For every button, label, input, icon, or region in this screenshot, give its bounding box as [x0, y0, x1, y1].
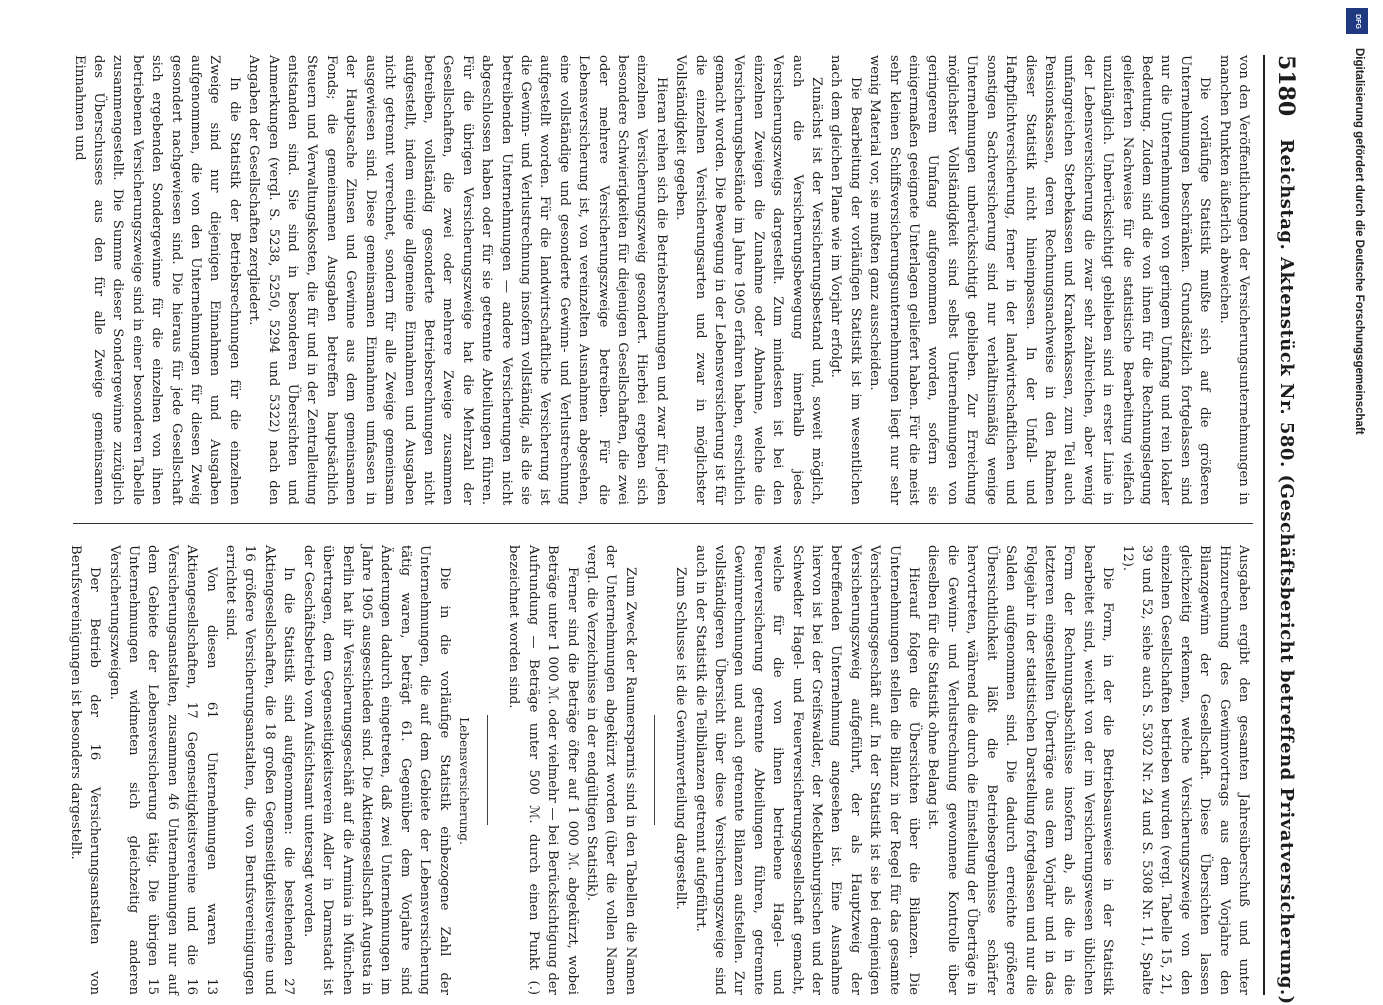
paragraph: von den Veröffentlichungen der Versicherungsunternehmungen in manchen Punkten äußerlich abweichen.	[1216, 55, 1251, 505]
dfg-logo-text: DFG	[1353, 13, 1361, 29]
paragraph: In die Statistik der Betriebsrechnungen für die einzelnen Zweige sind nur diejenigen Einnahmen und Ausgaben aufgenommen, die von den Unternehmungen für diesen Zweig gesondert nachgewiesen sind. Die hieraus für jede Gesellschaft sich ergebenden Sondergewinne für die einzelnen von ihnen betriebenen Versicherungszweige sind in einer besonderen Tabelle zusammengestellt. Die Summe dieser Sondergewinne zuzüglich des Überschusses aus den für alle Zweige gemeinsamen Einnahmen und	[71, 55, 242, 505]
paragraph: Zum Schlusse ist die Gewinnverteilung dargestellt.	[673, 567, 689, 910]
digitization-sidebar	[1336, 8, 1376, 998]
column-divider	[73, 523, 1253, 524]
paragraph: Hieran reihen sich die Betriebsrechnungen und zwar für jeden einzelnen Versicherungszweig gesondert. Hierbei ergeben sich besondere Schwierigkeiten für diejenigen Gesellschaften, die zwei oder mehrere Versicherungszweige betreiben. Für die Lebensversicherung ist, von vereinzelten Ausnahmen abgesehen, eine vollständige und gesonderte Gewinn- und Verlustrechnung aufgestellt worden. Für die landwirtschaftliche Versicherung ist die Gewinn- und Verlustrechnung insofern vollständig, als die sie betreibenden Unternehmungen — andere Versicherungen nicht abgeschlossen haben oder für sie getrennte Abteilungen führen. Für die übrigen Versicherungszweige hat die Mehrzahl der Gesellschaften, die zwei oder mehrere Zweige zusammen betreiben, vollständig gesonderte Betriebsrechnungen nicht aufgestellt, indem einige allgemeine Einnahmen und Ausgaben nicht getrennt verrechnet, sondern für alle Zweige gemeinsam ausgewiesen sind. Diese gemeinsamen Einnahmen umfassen in der Hauptsache Zinsen und Gewinne aus dem gemeinsamen Fonds; die gemeinsamen Ausgaben betreffen hauptsächlich Steuern und Verwaltungskosten, die für und in der Zentralleitung entstanden sind. Sie sind in besonderen Übersichten und Anmerkungen (vergl. S. 5238, 5250, 5294 und 5322) nach den Angaben der Gesellschaften zergliedert.	[246, 55, 669, 505]
paragraph: Die vorläufige Statistik mußte sich auf die größeren Unternehmungen beschränken. Grundsätzlich fortgelassen sind nur die Unternehmungen von geringem Umfang und rein lokaler Bedeutung. Zudem sind die von ihnen für die Rechnungslegung gelieferten Nachweise für die statistische Bearbeitung vielfach unzulänglich. Unberücksichtigt geblieben sind in erster Linie in der Lebensversicherung die zwar sehr zahlreichen, aber wenig umfangreichen Sterbekassen und Krankenkassen, zum Teil auch Pensionskassen, deren Rechnungsnachweise in den Rahmen dieser Statistik nicht hineinpassen. In der Unfall- und Haftpflichtversicherung, ferner in der landwirtschaftlichen und sonstigen Sachversicherung sind nur verhältnismäßig wenige Unternehmungen unberücksichtigt geblieben. Zur Erreichung möglichster Vollständigkeit sind selbst Unternehmungen von geringerem Umfang aufgenommen worden, sofern sie einigermaßen geeignete Unterlagen geliefert haben. Für die meist sehr kleinen Schiffsversicherungsunternehmungen liegt nur sehr wenig Material vor, sie mußten ganz ausscheiden.	[867, 55, 1213, 505]
page-number: 5180	[1273, 55, 1299, 117]
section-heading: Lebensversicherung.	[456, 717, 471, 845]
paragraph: Zunächst ist der Versicherungsbestand und, soweit möglich, auch die Versicherungsbewegung innerhalb jedes Versicherungszweigs dargestellt. Zum mindesten ist bei den einzelnen Zweigen die Zunahme oder Abnahme, welche die Versicherungsbestände im Jahre 1905 erfahren haben, ersichtlich gemacht worden. Die Bewegung in der Lebensversicherung ist für die einzelnen Versicherungsarten und zwar in möglichster Vollständigkeit gegeben.	[673, 55, 825, 505]
paragraph: Der Betrieb der 16 Versicherungsanstalten von Berufsvereinigungen ist besonders dargestellt.	[67, 545, 103, 995]
section-separator	[654, 715, 655, 825]
paragraph: Ausgaben ergibt den gesamten Jahresüberschuß und unter Hinzurechnung des Gewinnvortrags aus dem Vorjahre den Bilanzgewinn der Gesellschaft. Diese Übersichten lassen gleichzeitig erkennen, welche Versicherungszweige von den einzelnen Gesellschaften betrieben wurden (vergl. Tabelle 15, 21, 39 und 52, siehe auch S. 5302 Nr. 24 und S. 5308 Nr. 11, Spalte 12).	[1119, 545, 1251, 995]
page-header	[1265, 55, 1305, 1005]
page-header-title: Reichstag. Aktenstück Nr. 580. (Geschäftsbericht betreffend Privatversicherung.)	[1276, 139, 1297, 1005]
paragraph: In die Statistik sind aufgenommen: die bestehenden 27 Aktiengesellschaften, die 18 großen Gegenseitigkeitsvereine und 16 größere Versicherungsanstalten, die von Berufsvereinigungen errichtet sind.	[223, 545, 297, 995]
paragraph: Die Bearbeitung der vorläufigen Statistik ist im wesentlichen nach dem gleichen Plane wie im Vorjahr erfolgt.	[828, 55, 863, 505]
paragraph: Von diesen 61 Unternehmungen waren 13 Aktiengesellschaften, 17 Gegenseitigkeitsvereine und die 16 Versicherungsanstalten, zusammen 46 Unternehmungen nur auf dem Gebiete der Lebensversicherung tätig. Die übrigen 15 Unternehmungen widmeten sich gleichzeitig anderen Versicherungszweigen.	[106, 545, 219, 995]
paragraph: Die in die vorläufige Statistik einbezogene Zahl der Unternehmungen, die auf dem Gebiete der Lebensversicherung tätig waren, beträgt 61. Gegenüber dem Vorjahre sind Änderungen dadurch eingetreten, daß zwei Unternehmungen im Jahre 1905 ausgeschieden sind. Die Aktiengesellschaft Augusta in Berlin hat ihr Versicherungsgeschäft auf die Arminia in München übertragen, dem Gegenseitigkeitsverein Adler in Darmstadt ist der Geschäftsbetrieb vom Aufsichtsamt untersagt worden.	[300, 545, 452, 995]
paragraph: Die Form, in der die Betriebsausweise in der Statistik bearbeitet sind, weicht von der im Versicherungswesen üblichen Form der Rechnungsabschlüsse insofern ab, als die in die letzteren eingestellten Überträge aus dem Vorjahr und in das Folgejahr in der statistischen Darstellung fortgelassen und nur die Salden aufgenommen sind. Die dadurch erreichte größere Übersichtlichkeit läßt die Betriebsergebnisse schärfer hervortreten, während die durch die Einstellung der Überträge in die Gewinn- und Verlustrechnung gewonnene Kontrolle über dieselben für die Statistik ohne Belang ist.	[925, 545, 1116, 995]
paragraph: Zum Zweck der Raumersparnis sind in den Tabellen die Namen der Unternehmungen abgekürzt worden (über die vollen Namen vergl. die Verzeichnisse in der endgültigen Statistik).	[584, 545, 638, 995]
header-rule	[1263, 55, 1265, 995]
dfg-logo	[1346, 8, 1368, 34]
scanned-page	[65, 55, 1305, 1005]
section-separator	[487, 715, 488, 825]
paragraph: Hierauf folgen die Übersichten über die Bilanzen. Die Unternehmungen stellen die Bilanz in der Regel für das gesamte Versicherungsgeschäft auf. In der Statistik ist sie bei demjenigen Versicherungszweig aufgeführt, der als Hauptzweig der betreffenden Unternehmung angesehen ist. Eine Ausnahme hiervon ist bei der Greifswalder, der Mecklenburgischen und der Schwedter Hagel- und Feuerversicherungsgesellschaft gemacht, welche für die von ihnen betriebene Hagel- und Feuerversicherung getrennte Abteilungen führen, getrennte Gewinnrechnungen und auch getrennte Bilanzen aufstellen. Zur vollständigeren Übersicht über diese Versicherungszweige sind auch in der Statistik die Teilbilanzen getrennt aufgeführt.	[692, 545, 922, 995]
paragraph: Ferner sind die Beträge öfter auf 1 000 ℳ. abgekürzt, wobei Beträge unter 1 000 ℳ. oder vielmehr — bei Berücksichtigung der Aufrundung — Beträge unter 500 ℳ. durch einen Punkt (.) bezeichnet worden sind.	[506, 545, 580, 995]
funding-credit: Digitalisierung gefördert durch die Deutsche Forschungsgemeinschaft	[1353, 48, 1365, 435]
right-text-column	[67, 545, 1253, 995]
left-text-column	[73, 55, 1253, 505]
